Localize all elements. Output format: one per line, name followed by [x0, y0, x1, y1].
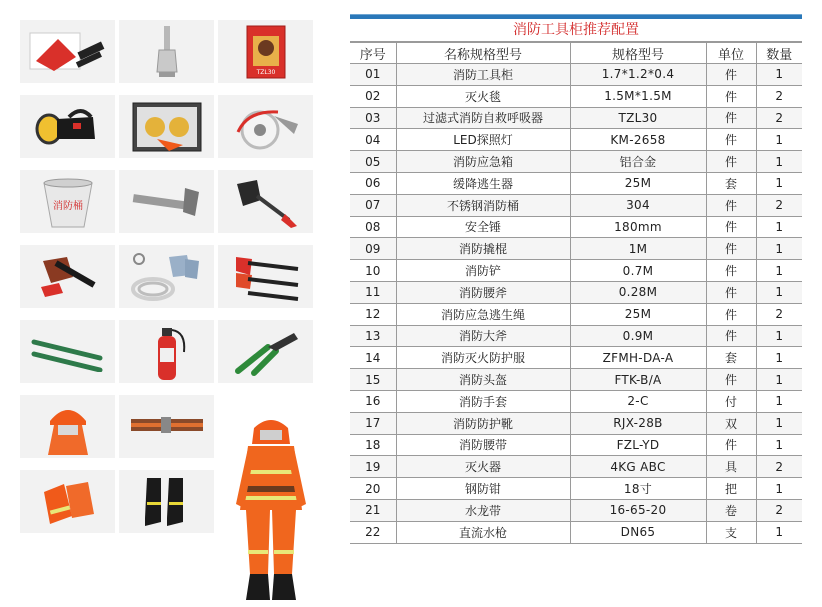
cell-seq: 08 — [350, 216, 396, 238]
cell-spec: 2-C — [570, 390, 706, 412]
cell-seq: 19 — [350, 456, 396, 478]
cell-unit: 件 — [706, 325, 756, 347]
cell-qty: 1 — [756, 325, 802, 347]
table-row — [350, 412, 802, 434]
table-row — [350, 216, 802, 238]
cell-name: 不锈钢消防桶 — [396, 194, 570, 216]
cell-qty: 1 — [756, 151, 802, 173]
cell-unit: 付 — [706, 390, 756, 412]
cell-name: 消防腰带 — [396, 434, 570, 456]
cell-spec: 25M — [570, 303, 706, 325]
cell-name: 灭火器 — [396, 456, 570, 478]
cell-spec: 304 — [570, 194, 706, 216]
table-row — [350, 303, 802, 325]
cell-seq: 02 — [350, 85, 396, 107]
cell-name: 消防头盔 — [396, 369, 570, 391]
cell-unit: 件 — [706, 281, 756, 303]
cell-name: 消防防护靴 — [396, 412, 570, 434]
cell-seq: 04 — [350, 129, 396, 151]
table-row — [350, 194, 802, 216]
firefighter-suit-image — [228, 414, 314, 602]
config-table — [350, 42, 802, 544]
table-row — [350, 129, 802, 151]
cell-spec: 180mm — [570, 216, 706, 238]
cell-qty: 2 — [756, 85, 802, 107]
safety-hammer-image — [119, 170, 214, 233]
cell-unit: 件 — [706, 303, 756, 325]
cell-unit: 件 — [706, 107, 756, 129]
table-row — [350, 85, 802, 107]
crowbar-image — [20, 320, 115, 383]
table-body — [350, 64, 802, 544]
waist-axe-image — [20, 245, 115, 308]
header-spec: 规格型号 — [570, 43, 706, 64]
cell-qty: 1 — [756, 238, 802, 260]
cell-unit: 件 — [706, 369, 756, 391]
cell-name: 缓降逃生器 — [396, 172, 570, 194]
header-seq: 序号 — [350, 43, 396, 64]
cell-spec: RJX-28B — [570, 412, 706, 434]
led-searchlight-image — [20, 95, 115, 158]
cell-qty: 1 — [756, 64, 802, 86]
table-row — [350, 107, 802, 129]
cell-unit: 具 — [706, 456, 756, 478]
table-row — [350, 499, 802, 521]
cell-qty: 1 — [756, 478, 802, 500]
table-row — [350, 369, 802, 391]
fire-belt-image — [119, 395, 214, 458]
cell-seq: 05 — [350, 151, 396, 173]
cell-qty: 1 — [756, 347, 802, 369]
cell-unit: 件 — [706, 434, 756, 456]
table-row — [350, 521, 802, 543]
header-unit: 单位 — [706, 43, 756, 64]
cell-seq: 21 — [350, 499, 396, 521]
cell-name: 钢防钳 — [396, 478, 570, 500]
cell-spec: KM-2658 — [570, 129, 706, 151]
cell-seq: 03 — [350, 107, 396, 129]
cell-seq: 15 — [350, 369, 396, 391]
cell-name: 消防手套 — [396, 390, 570, 412]
table-row — [350, 281, 802, 303]
cell-name: 消防腰斧 — [396, 281, 570, 303]
cell-name: 消防铲 — [396, 260, 570, 282]
cell-spec: ZFMH-DA-A — [570, 347, 706, 369]
cell-spec: 25M — [570, 172, 706, 194]
cell-seq: 22 — [350, 521, 396, 543]
table-row — [350, 64, 802, 86]
cell-unit: 件 — [706, 64, 756, 86]
cell-name: 过滤式消防自救呼吸器 — [396, 107, 570, 129]
cell-spec: FZL-YD — [570, 434, 706, 456]
header-qty: 数量 — [756, 43, 802, 64]
fire-boots-image — [119, 470, 214, 533]
cell-seq: 01 — [350, 64, 396, 86]
cell-unit: 件 — [706, 260, 756, 282]
svg-text:TZL30: TZL30 — [256, 68, 275, 76]
cell-name: 直流水枪 — [396, 521, 570, 543]
cell-qty: 1 — [756, 260, 802, 282]
cell-name: 消防工具柜 — [396, 64, 570, 86]
cell-seq: 11 — [350, 281, 396, 303]
cell-name: 水龙带 — [396, 499, 570, 521]
cell-seq: 16 — [350, 390, 396, 412]
cell-seq: 06 — [350, 172, 396, 194]
fire-gloves-image — [20, 470, 115, 533]
cell-qty: 1 — [756, 521, 802, 543]
fire-blanket-image — [20, 20, 115, 83]
cell-qty: 1 — [756, 281, 802, 303]
cell-name: 消防灭火防护服 — [396, 347, 570, 369]
cell-spec: 1.5M*1.5M — [570, 85, 706, 107]
escape-descender-image — [218, 95, 313, 158]
fire-extinguisher-image — [119, 320, 214, 383]
cell-qty: 1 — [756, 216, 802, 238]
table-row — [350, 434, 802, 456]
table-row — [350, 347, 802, 369]
header-name: 名称规格型号 — [396, 43, 570, 64]
table-row — [350, 478, 802, 500]
cell-spec: 1M — [570, 238, 706, 260]
cell-name: 消防大斧 — [396, 325, 570, 347]
cell-qty: 1 — [756, 129, 802, 151]
cell-unit: 卷 — [706, 499, 756, 521]
table-row — [350, 390, 802, 412]
cell-seq: 12 — [350, 303, 396, 325]
cell-qty: 1 — [756, 369, 802, 391]
cell-seq: 17 — [350, 412, 396, 434]
svg-text:消防桶: 消防桶 — [52, 200, 83, 212]
fire-helmet-image — [20, 395, 115, 458]
escape-rope-gloves-image — [119, 245, 214, 308]
table-row — [350, 238, 802, 260]
cell-unit: 件 — [706, 216, 756, 238]
cell-qty: 1 — [756, 412, 802, 434]
cell-qty: 1 — [756, 434, 802, 456]
cell-qty: 2 — [756, 194, 802, 216]
cell-unit: 件 — [706, 238, 756, 260]
cell-seq: 20 — [350, 478, 396, 500]
cell-qty: 1 — [756, 172, 802, 194]
cell-name: LED探照灯 — [396, 129, 570, 151]
cell-name: 消防撬棍 — [396, 238, 570, 260]
cell-spec: 4KG ABC — [570, 456, 706, 478]
cell-spec: 1.7*1.2*0.4 — [570, 64, 706, 86]
fire-bucket-image — [20, 170, 115, 233]
cell-unit: 双 — [706, 412, 756, 434]
cell-seq: 14 — [350, 347, 396, 369]
cell-name: 消防应急逃生绳 — [396, 303, 570, 325]
cell-spec: 0.7M — [570, 260, 706, 282]
cell-unit: 件 — [706, 194, 756, 216]
cell-unit: 支 — [706, 521, 756, 543]
table-row — [350, 260, 802, 282]
escape-mask-box-image — [218, 20, 313, 83]
cell-qty: 2 — [756, 303, 802, 325]
cell-seq: 13 — [350, 325, 396, 347]
cell-unit: 把 — [706, 478, 756, 500]
cell-spec: 16-65-20 — [570, 499, 706, 521]
table-title: 消防工具柜推荐配置 — [350, 19, 802, 42]
cell-spec: FTK-B/A — [570, 369, 706, 391]
cell-seq: 10 — [350, 260, 396, 282]
table-header-row — [350, 43, 802, 64]
emergency-kit-image — [119, 95, 214, 158]
cell-unit: 件 — [706, 85, 756, 107]
cell-spec: 铝合金 — [570, 151, 706, 173]
cell-name: 安全锤 — [396, 216, 570, 238]
cell-seq: 09 — [350, 238, 396, 260]
cell-spec: DN65 — [570, 521, 706, 543]
cell-unit: 件 — [706, 129, 756, 151]
cell-name: 消防应急箱 — [396, 151, 570, 173]
table-row — [350, 456, 802, 478]
table-row — [350, 325, 802, 347]
cell-unit: 套 — [706, 172, 756, 194]
config-table-panel — [350, 14, 802, 544]
cell-spec: 0.9M — [570, 325, 706, 347]
cell-seq: 07 — [350, 194, 396, 216]
bolt-cutter-image — [218, 320, 313, 383]
cell-name: 灭火毯 — [396, 85, 570, 107]
cell-qty: 2 — [756, 456, 802, 478]
cell-qty: 2 — [756, 107, 802, 129]
cell-spec: 18寸 — [570, 478, 706, 500]
cell-qty: 2 — [756, 499, 802, 521]
cell-unit: 套 — [706, 347, 756, 369]
cell-spec: TZL30 — [570, 107, 706, 129]
cell-unit: 件 — [706, 151, 756, 173]
cell-seq: 18 — [350, 434, 396, 456]
nozzle-image — [119, 20, 214, 83]
fire-shovel-image — [218, 170, 313, 233]
table-row — [350, 151, 802, 173]
cell-qty: 1 — [756, 390, 802, 412]
fire-axes-image — [218, 245, 313, 308]
table-row — [350, 172, 802, 194]
cell-spec: 0.28M — [570, 281, 706, 303]
